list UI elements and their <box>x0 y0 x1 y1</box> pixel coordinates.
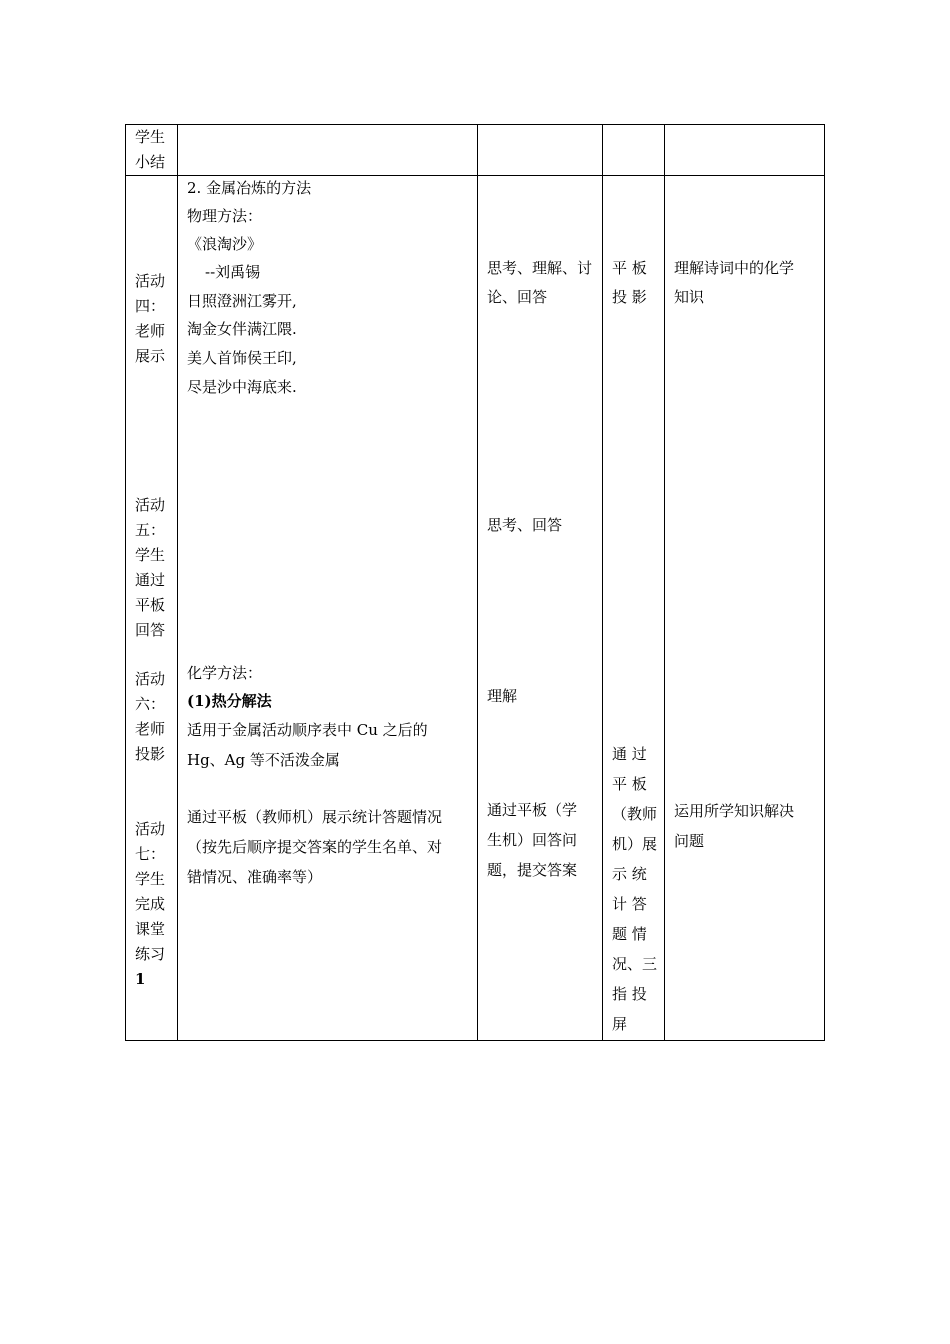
stats-desc: （按先后顺序提交答案的学生名单、对 <box>187 838 443 856</box>
poem-author: --刘禹锡 <box>205 263 261 281</box>
student-activity: 理解 <box>487 687 518 705</box>
row1-stage-line-2: 小结 <box>135 153 166 171</box>
student-activity: 通过平板（学 <box>487 801 578 819</box>
label-line: 四： <box>135 297 166 315</box>
media-item: 平 板 <box>612 259 647 277</box>
media-item: 况、三 <box>612 955 658 973</box>
table-border-right <box>824 124 825 1041</box>
row1-stage-line-1: 学生 <box>135 128 166 146</box>
label-line: 老师 <box>135 322 166 340</box>
label-line: 学生 <box>135 870 166 888</box>
label-line: 学生 <box>135 546 166 564</box>
student-activity: 论、回答 <box>487 288 548 306</box>
poem-line: 日照澄洲江雾开, <box>187 292 297 310</box>
poem-title: 《浪淘沙》 <box>187 235 263 253</box>
student-activity: 思考、回答 <box>487 516 563 534</box>
table-divider-3 <box>602 124 603 1041</box>
table-row-divider <box>125 175 824 176</box>
label-line: 完成 <box>135 895 166 913</box>
media-item: 机）展 <box>612 835 658 853</box>
method-1-desc: Hg、Ag 等不活泼金属 <box>187 751 340 769</box>
poem-line: 尽是沙中海底来. <box>187 378 297 396</box>
design-intent: 运用所学知识解决 <box>674 802 795 820</box>
label-line: 通过 <box>135 571 166 589</box>
design-intent: 理解诗词中的化学 <box>674 259 795 277</box>
label-line: 活动 <box>135 496 166 514</box>
label-line: 平板 <box>135 596 166 614</box>
physical-method-title: 物理方法： <box>187 207 263 225</box>
label-line: 展示 <box>135 347 166 365</box>
table-border-bottom <box>125 1040 824 1041</box>
stats-desc: 错情况、准确率等） <box>187 868 323 886</box>
media-item: （教师 <box>612 805 658 823</box>
label-line: 七： <box>135 845 166 863</box>
method-1-desc: 适用于金属活动顺序表中 Cu 之后的 <box>187 721 428 739</box>
label-line: 回答 <box>135 621 166 639</box>
label-line: 五： <box>135 521 166 539</box>
label-line: 投影 <box>135 745 166 763</box>
table-border-top <box>125 124 824 125</box>
design-intent: 知识 <box>674 288 705 306</box>
design-intent: 问题 <box>674 832 705 850</box>
table-border-left <box>125 124 126 1041</box>
poem-line: 美人首饰侯王印, <box>187 349 297 367</box>
label-line: 1 <box>135 970 146 988</box>
media-item: 通 过 <box>612 745 647 763</box>
label-line: 活动 <box>135 820 166 838</box>
media-item: 投 影 <box>612 288 647 306</box>
student-activity: 题，提交答案 <box>487 861 578 879</box>
chemical-method-title: 化学方法： <box>187 664 263 682</box>
media-item: 指 投 <box>612 985 647 1003</box>
media-item: 屏 <box>612 1015 628 1033</box>
poem-line: 淘金女伴满江隈. <box>187 320 297 338</box>
student-activity: 生机）回答问 <box>487 831 578 849</box>
method-1-title: (1)热分解法 <box>187 692 272 710</box>
table-divider-2 <box>477 124 478 1041</box>
student-activity: 思考、理解、讨 <box>487 259 593 277</box>
media-item: 平 板 <box>612 775 647 793</box>
label-line: 活动 <box>135 670 166 688</box>
media-item: 计 答 <box>612 895 647 913</box>
label-line: 老师 <box>135 720 166 738</box>
table-divider-1 <box>177 124 178 1041</box>
media-item: 题 情 <box>612 925 647 943</box>
label-line: 六： <box>135 695 166 713</box>
label-line: 课堂 <box>135 920 166 938</box>
content-heading: 2. 金属冶炼的方法 <box>187 179 312 197</box>
stats-desc: 通过平板（教师机）展示统计答题情况 <box>187 808 443 826</box>
table-divider-4 <box>664 124 665 1041</box>
media-item: 示 统 <box>612 865 647 883</box>
label-line: 活动 <box>135 272 166 290</box>
label-line: 练习 <box>135 945 166 963</box>
